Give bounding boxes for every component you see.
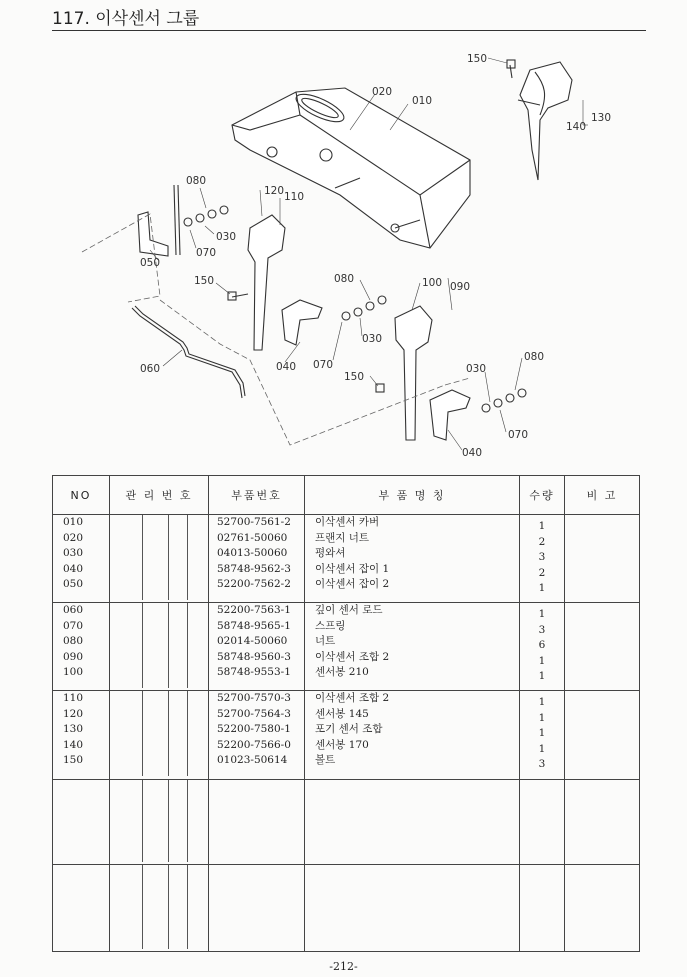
row-no: 110	[63, 692, 84, 705]
row-part-name: 이삭센서 잡이 1	[315, 562, 390, 575]
exploded-parts-diagram	[0, 0, 687, 470]
callout-080: 080	[334, 273, 355, 285]
part-no-cell	[209, 515, 305, 603]
row-part-name: 이삭센서 조합 2	[315, 692, 390, 705]
row-qty: 3	[538, 623, 546, 636]
row-part-no: 58748-9562-3	[217, 562, 291, 575]
no-cell	[53, 779, 110, 864]
callout-120: 120	[264, 185, 285, 197]
name-cell	[305, 603, 520, 691]
row-no: 050	[63, 578, 84, 590]
row-no: 120	[63, 707, 84, 720]
qty-cell	[520, 691, 565, 779]
callout-010: 010	[412, 95, 433, 107]
row-no: 130	[63, 723, 84, 736]
row-part-name: 이삭센서 잡이 2	[315, 578, 390, 590]
row-part-no: 52200-7562-2	[217, 578, 291, 590]
callout-040: 040	[462, 447, 483, 459]
part-no-cell	[209, 603, 305, 691]
page-title: 117. 이삭센서 그룹	[52, 9, 200, 29]
no-cell	[53, 603, 110, 691]
row-no: 030	[63, 547, 84, 559]
table-header-row	[53, 476, 640, 515]
note-cell	[565, 515, 640, 603]
part-no-cell	[209, 864, 305, 951]
callout-140: 140	[566, 121, 587, 133]
no-cell	[53, 864, 110, 951]
sensor-holder-bracket	[138, 185, 228, 256]
qty-cell	[520, 864, 565, 951]
row-no: 060	[63, 604, 84, 617]
callout-150: 150	[344, 371, 365, 383]
row-part-no: 52200-7566-0	[217, 738, 291, 751]
pitch-sensor-assembly	[507, 60, 572, 180]
qty-cell	[520, 515, 565, 603]
qty-cell	[520, 779, 565, 864]
row-qty: 1	[538, 654, 546, 667]
row-qty: 1	[538, 608, 546, 621]
depth-sensor-rod	[132, 306, 245, 398]
row-part-name: 이삭센서 조합 2	[315, 650, 390, 663]
row-part-no: 58748-9553-1	[217, 666, 291, 679]
row-qty: 1	[538, 520, 546, 532]
grain-sensor-assembly-right	[342, 296, 529, 441]
name-cell	[305, 691, 520, 779]
no-cell	[53, 691, 110, 779]
qty-cell	[520, 603, 565, 691]
callout-110: 110	[284, 191, 305, 203]
row-part-name: 너트	[315, 635, 336, 648]
row-part-no: 01023-50614	[217, 754, 288, 767]
callout-130: 130	[591, 112, 612, 124]
note-cell	[565, 603, 640, 691]
row-qty: 6	[538, 639, 546, 652]
callout-090: 090	[450, 281, 471, 293]
name-cell	[305, 779, 520, 864]
row-qty: 1	[538, 742, 546, 755]
row-no: 020	[63, 531, 84, 544]
row-part-no: 02014-50060	[217, 635, 288, 648]
note-cell	[565, 864, 640, 951]
row-qty: 3	[538, 551, 546, 563]
row-no: 100	[63, 666, 84, 679]
table-row-group	[53, 864, 640, 951]
callout-040: 040	[276, 361, 297, 373]
callout-100: 100	[422, 277, 443, 289]
callout-030: 030	[216, 231, 237, 243]
callout-070: 070	[508, 429, 529, 441]
header-qty: 수량	[520, 476, 565, 515]
table-row-group	[53, 779, 640, 864]
note-cell	[565, 691, 640, 779]
row-no: 080	[63, 635, 84, 648]
row-part-name: 볼트	[315, 754, 336, 767]
row-part-no: 02761-50060	[217, 531, 288, 544]
row-qty: 1	[538, 696, 546, 709]
callout-150: 150	[194, 275, 215, 287]
row-no: 090	[63, 650, 84, 663]
callout-050: 050	[140, 257, 161, 269]
row-part-no: 52700-7564-3	[217, 707, 291, 720]
header-part-name: 부 품 명 칭	[305, 476, 520, 515]
page-number: -212-	[329, 960, 358, 973]
row-part-name: 이삭센서 카버	[315, 516, 380, 528]
callout-070: 070	[313, 359, 334, 371]
row-qty: 1	[538, 582, 546, 594]
row-qty: 1	[538, 727, 546, 740]
row-part-no: 58748-9560-3	[217, 650, 291, 663]
name-cell	[305, 515, 520, 603]
header-no: NO	[53, 476, 110, 515]
row-no: 040	[63, 562, 84, 575]
note-cell	[565, 779, 640, 864]
row-part-name: 센서봉 145	[315, 707, 369, 720]
row-part-no: 52700-7570-3	[217, 692, 291, 705]
row-part-no: 52200-7580-1	[217, 723, 291, 736]
mgmt-no-cell	[110, 779, 209, 864]
row-part-no: 52200-7563-1	[217, 604, 291, 617]
row-part-name: 스프링	[315, 619, 346, 632]
callout-020: 020	[372, 86, 393, 98]
table-row-group	[53, 603, 640, 691]
callout-080: 080	[524, 351, 545, 363]
row-part-name: 센서봉 170	[315, 738, 369, 751]
grain-sensor-assembly-left	[228, 215, 322, 350]
table-row-group	[53, 691, 640, 779]
row-qty: 2	[538, 566, 546, 579]
part-no-cell	[209, 691, 305, 779]
row-qty: 1	[538, 670, 546, 683]
parts-table	[52, 475, 640, 952]
row-no: 150	[63, 754, 84, 767]
header-part-no: 부품번호	[209, 476, 305, 515]
row-qty: 1	[538, 711, 546, 724]
callout-080: 080	[186, 175, 207, 187]
mgmt-no-cell	[110, 864, 209, 951]
name-cell	[305, 864, 520, 951]
mgmt-no-cell	[110, 603, 209, 691]
row-part-name: 프랜지 너트	[315, 531, 370, 544]
callout-060: 060	[140, 363, 161, 375]
callout-030: 030	[466, 363, 487, 375]
row-qty: 2	[538, 535, 546, 548]
table-row-group	[53, 515, 640, 603]
row-no: 010	[63, 516, 84, 528]
row-part-no: 58748-9565-1	[217, 619, 291, 632]
no-cell	[53, 515, 110, 603]
mgmt-no-cell	[110, 691, 209, 779]
row-part-no: 04013-50060	[217, 547, 288, 559]
callout-030: 030	[362, 333, 383, 345]
part-no-cell	[209, 779, 305, 864]
row-part-name: 포기 센서 조합	[315, 723, 383, 736]
header-mgmt-no: 관 리 번 호	[110, 476, 209, 515]
mgmt-no-cell	[110, 515, 209, 603]
row-part-name: 평와셔	[315, 547, 346, 559]
row-part-name: 깊이 센서 로드	[315, 604, 383, 617]
row-part-no: 52700-7561-2	[217, 516, 291, 528]
header-note: 비 고	[565, 476, 640, 515]
callout-070: 070	[196, 247, 217, 259]
row-no: 140	[63, 738, 84, 751]
row-no: 070	[63, 619, 84, 632]
callout-150: 150	[467, 53, 488, 65]
row-part-name: 센서봉 210	[315, 666, 369, 679]
row-qty: 3	[538, 758, 546, 771]
